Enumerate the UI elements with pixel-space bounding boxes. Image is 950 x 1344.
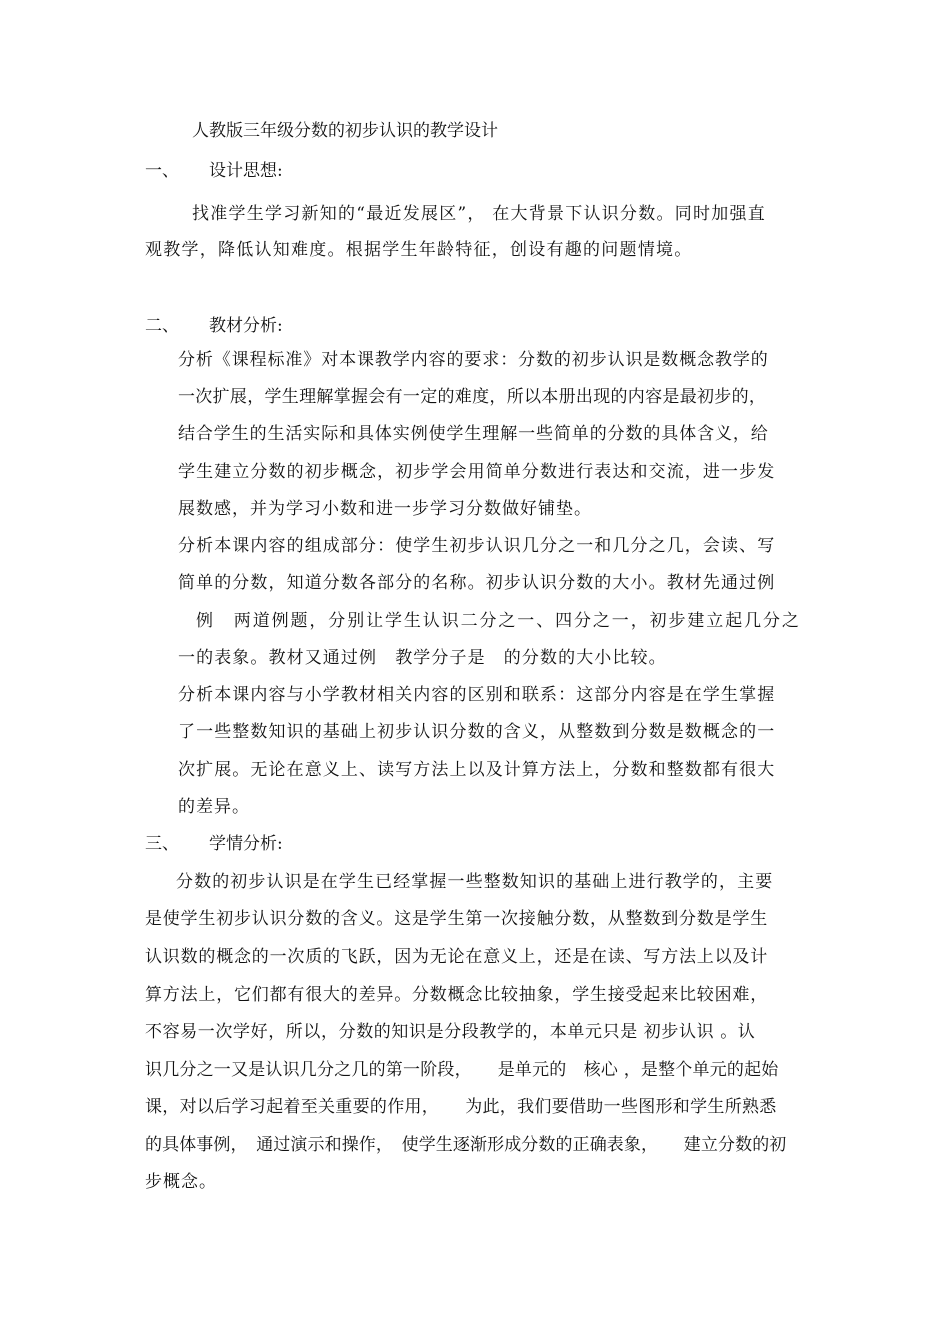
section-1-heading (145, 160, 283, 182)
paragraph-line: 次扩展。无论在意义上、读写方法上以及计算方法上，分数和整数都有很大 (178, 760, 776, 780)
paragraph-line: 找准学生学习新知的“最近发展区”， 在大背景下认识分数。同时加强直 (192, 204, 767, 224)
paragraph-line: 例 两道例题，分别让学生认识二分之一、四分之一，初步建立起几分之 (196, 611, 801, 631)
paragraph-line: 不容易一次学好，所以，分数的知识是分段教学的，本单元只是 初步认识 。认 (145, 1022, 756, 1042)
paragraph-line: 课，对以后学习起着至关重要的作用， 为此，我们要借助一些图形和学生所熟悉 (145, 1097, 777, 1117)
section-title: 设计思想: (209, 161, 283, 181)
section-number: 二、 (145, 316, 179, 336)
section-3-heading (145, 833, 283, 855)
paragraph-line: 算方法上，它们都有很大的差异。分数概念比较抽象，学生接受起来比较困难， (145, 985, 768, 1005)
paragraph-line: 一的表象。教材又通过例 教学分子是 的分数的大小比较。 (178, 648, 667, 668)
section-title: 学情分析: (209, 834, 283, 854)
section-title: 教材分析: (209, 316, 283, 336)
paragraph-line: 分析《课程标准》对本课教学内容的要求：分数的初步认识是数概念教学的 (178, 350, 769, 370)
section-number: 三、 (145, 834, 179, 854)
paragraph-line: 分析本课内容与小学教材相关内容的区别和联系：这部分内容是在学生掌握 (178, 685, 776, 705)
paragraph-line: 是使学生初步认识分数的含义。这是学生第一次接触分数，从整数到分数是学生 (145, 909, 768, 929)
section-number: 一、 (145, 161, 179, 181)
paragraph-line: 展数感，并为学习小数和进一步学习分数做好铺垫。 (178, 499, 592, 519)
paragraph-line: 观教学，降低认知难度。根据学生年龄特征，创设有趣的问题情境。 (145, 240, 693, 260)
document-title: 人教版三年级分数的初步认识的教学设计 (192, 121, 498, 141)
paragraph-line: 学生建立分数的初步概念，初步学会用简单分数进行表达和交流，进一步发 (178, 462, 776, 482)
section-2-heading (145, 315, 283, 337)
paragraph-line: 的具体事例， 通过演示和操作， 使学生逐渐形成分数的正确表象， 建立分数的初 (145, 1135, 787, 1155)
paragraph-line: 步概念。 (145, 1172, 217, 1192)
paragraph-line: 的差异。 (178, 797, 250, 817)
paragraph-line: 一次扩展，学生理解掌握会有一定的难度，所以本册出现的内容是最初步的， (178, 387, 767, 407)
paragraph-line: 结合学生的生活实际和具体实例使学生理解一些简单的分数的具体含义，给 (178, 424, 769, 444)
paragraph-line: 分析本课内容的组成部分：使学生初步认识几分之一和几分之几，会读、写 (178, 536, 776, 556)
paragraph-line: 识几分之一又是认识几分之几的第一阶段， 是单元的 核心 ，是整个单元的起始 (145, 1060, 779, 1080)
paragraph-line: 认识数的概念的一次质的飞跃，因为无论在意义上，还是在读、写方法上以及计 (145, 947, 768, 967)
paragraph-line: 简单的分数，知道分数各部分的名称。初步认识分数的大小。教材先通过例 (178, 573, 776, 593)
paragraph-line: 分数的初步认识是在学生已经掌握一些整数知识的基础上进行教学的，主要 (176, 872, 774, 892)
paragraph-line: 了一些整数知识的基础上初步认识分数的含义，从整数到分数是数概念的一 (178, 722, 776, 742)
